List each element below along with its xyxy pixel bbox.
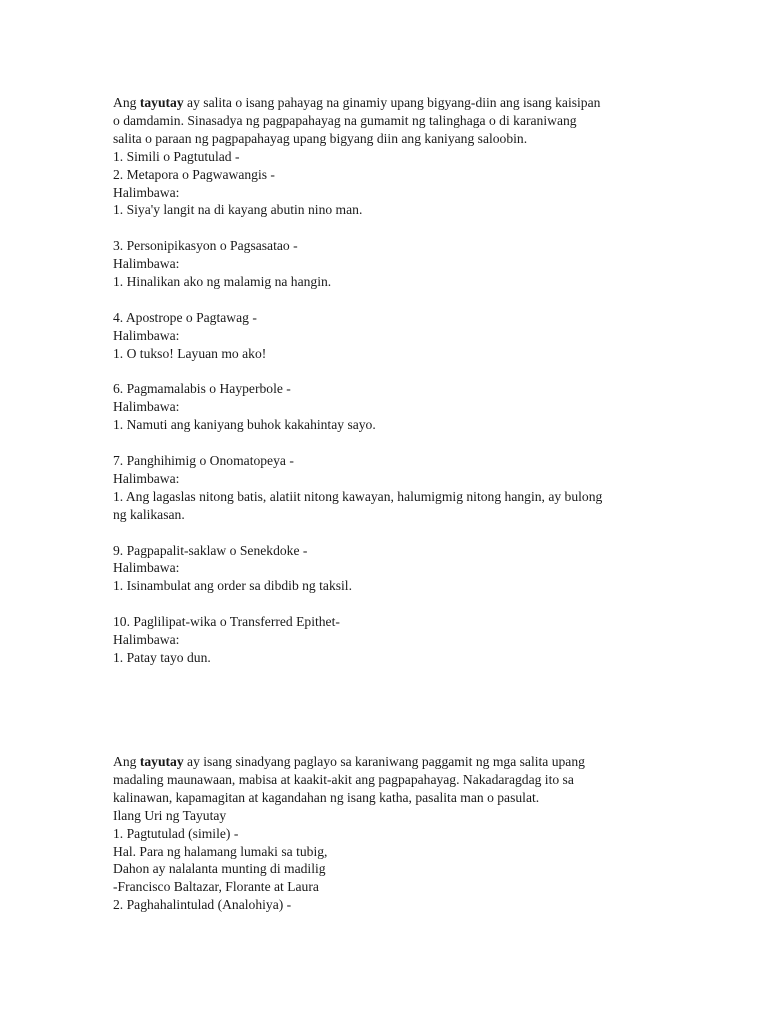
definition-block-1 [113,94,673,667]
example-text: 1. Hinalikan ako ng malamig na hangin. [113,274,332,290]
list-item-heading: 7. Panghihimig o Onomatopeya - [113,453,294,469]
section-personification [113,237,673,291]
line-text: ay isang sinadyang paglayo sa karaniwang paggamit ng mga salita upang [187,754,585,769]
example-text: 1. O tukso! Layuan mo ako! [113,345,267,361]
list-item-heading: 4. Apostrope o Pagtawag - [113,309,257,325]
section-transferred-epithet [113,613,673,667]
section-synecdoche [113,542,673,596]
paragraph-line [113,94,673,112]
lead-word: Ang [113,95,137,110]
example-label: Halimbawa: [113,256,180,272]
citation: -Francisco Baltazar, Florante at Laura [113,879,319,895]
list-item-heading: 10. Paglilipat-wika o Transferred Epithet- [113,614,340,630]
example-label: Halimbawa: [113,560,180,576]
subheading: Ilang Uri ng Tayutay [113,807,227,823]
lead-word: Ang [113,754,137,769]
definition-block-2 [113,753,673,914]
paragraph-line: salita o paraan ng pagpapahayag upang bigyang diin ang kaniyang saloobin. [113,130,528,146]
line-text: ay salita o isang pahayag na ginamiy upang bigyang-diin ang isang kaisipan [187,95,601,110]
example-label: Halimbawa: [113,327,180,343]
term-bold: tayutay [139,754,184,769]
example-text: 1. Isinambulat ang order sa dibdib ng taksil. [113,578,352,594]
section-apostrophe [113,309,673,363]
paragraph-line [113,753,673,771]
example-text: Dahon ay nalalanta munting di madilig [113,861,326,877]
list-item-heading: 3. Personipikasyon o Pagsasatao - [113,238,298,254]
example-label: Halimbawa: [113,184,180,200]
example-label: Halimbawa: [113,399,180,415]
example-label: Halimbawa: [113,632,180,648]
list-item-heading: 1. Pagtutulad (simile) - [113,825,239,841]
example-text: 1. Ang lagaslas nitong batis, alatiit nitong kawayan, halumigmig nitong hangin, ay bulong [113,488,603,504]
example-text: 1. Namuti ang kaniyang buhok kakahintay sayo. [113,417,376,433]
example-text: 1. Siya'y langit na di kayang abutin nino man. [113,202,363,218]
example-text: 1. Patay tayo dun. [113,650,211,665]
paragraph-line: kalinawan, kapamagitan at kagandahan ng isang katha, pasalita man o pasulat. [113,789,540,805]
paragraph-line: o damdamin. Sinasadya ng pagpapahayag na gumamit ng talinghaga o di karaniwang [113,112,577,128]
paragraph-line: madaling maunawaan, mabisa at kaakit-akit ang pagpapahayag. Nakadaragdag ito sa [113,771,574,787]
section-hyperbole [113,380,673,434]
list-item-heading: 2. Paghahalintulad (Analohiya) - [113,897,292,913]
example-text: Hal. Para ng halamang lumaki sa tubig, [113,843,328,859]
list-item-heading: 2. Metapora o Pagwawangis - [113,166,275,182]
term-bold: tayutay [139,95,184,110]
example-text-continued: ng kalikasan. [113,506,185,522]
example-label: Halimbawa: [113,470,180,486]
list-item-heading: 1. Simili o Pagtutulad - [113,148,240,164]
list-item-heading: 6. Pagmamalabis o Hayperbole - [113,381,291,397]
section-onomatopoeia [113,452,673,524]
list-item-heading: 9. Pagpapalit-saklaw o Senekdoke - [113,542,308,558]
